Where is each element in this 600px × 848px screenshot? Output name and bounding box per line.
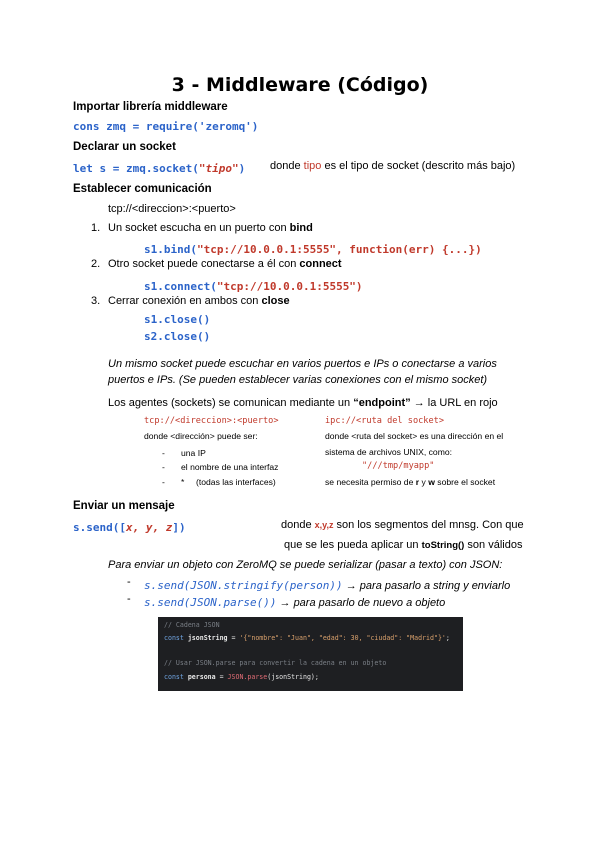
step-1-text (108, 222, 313, 234)
code-fn: JSON.parse (227, 673, 268, 681)
step-2-bold: connect (299, 258, 342, 270)
import-heading: Importar librería middleware (73, 101, 228, 113)
bind-code-b: "tcp://10.0.0.1:5555", function(err) {...}) (196, 243, 482, 256)
declare-desc-word: tipo (303, 160, 322, 172)
send-code-a: s.send([ (73, 521, 126, 534)
declare-code-prefix: let s = zmq.socket( (73, 162, 199, 175)
step-1-pre: Un socket escucha en un puerto con (108, 222, 290, 234)
step-3-bold: close (261, 295, 290, 307)
tcp-option-interface: el nombre de una interfaz (181, 462, 279, 472)
tcp-bullet-2: - (162, 462, 165, 472)
ipc-line-1: donde <ruta del socket> es una dirección en el (325, 431, 504, 441)
tcp-where: donde <dirección> puede ser: (144, 431, 258, 441)
agents-pre: Los agentes (sockets) se comunican mediante un (108, 397, 354, 409)
bind-code (144, 240, 482, 258)
address-format: tcp://<direccion>:<puerto> (108, 203, 236, 215)
note-line-2: puertos e IPs. (Se pueden establecer varias conexiones con el mismo socket) (108, 374, 488, 386)
json-bullet-1 (144, 576, 510, 594)
tcp-option-star: * (181, 477, 185, 487)
tcp-endpoint: tcp://<direccion>:<puerto> (144, 416, 279, 426)
note-line-1: Un mismo socket puede escuchar en varios puertos e IPs o conectarse a varios (108, 358, 497, 370)
ipc-perm-w: w (428, 477, 435, 487)
json-intro: Para enviar un objeto con ZeroMQ se puede serializar (pasar a texto) con JSON: (108, 559, 503, 571)
json-bullet-1-code: s.send(JSON.stringify(person)) (144, 579, 343, 592)
code-line-json-string (164, 634, 450, 642)
code-var-2: persona (187, 673, 216, 681)
send-desc-line-1 (281, 519, 524, 531)
ipc-endpoint: ipc://<ruta del socket> (325, 416, 444, 426)
ipc-example: "///tmp/myapp" (362, 461, 435, 471)
communication-heading: Establecer comunicación (73, 183, 212, 195)
step-2-number: 2. (91, 258, 101, 270)
declare-desc-pre: donde (270, 160, 304, 172)
ipc-perm-y: y (419, 477, 429, 487)
ipc-permission (325, 477, 495, 487)
json-bullet-2-text: → para pasarlo de nuevo a objeto (276, 597, 446, 609)
send-desc2-bold: toString() (421, 540, 465, 551)
json-bullet-2 (144, 593, 445, 611)
code-eq-2: = (215, 673, 228, 681)
step-1-bold: bind (289, 222, 313, 234)
tcp-bullet-1: - (162, 448, 165, 458)
agents-post: → la URL en rojo (410, 397, 498, 409)
bind-code-a: s1.bind( (144, 243, 197, 256)
step-3-pre: Cerrar conexión en ambos con (108, 295, 262, 307)
declare-desc-post: es el tipo de socket (descrito más bajo) (321, 160, 516, 172)
code-var-1: jsonString (187, 634, 228, 642)
step-3-number: 3. (91, 295, 101, 307)
step-2-pre: Otro socket puede conectarse a él con (108, 258, 300, 270)
connect-code-a: s1.connect( (144, 280, 217, 293)
declare-desc (270, 160, 515, 172)
json-bullet-2-code: s.send(JSON.parse()) (144, 596, 277, 609)
send-desc2-pre: que se les pueda aplicar un (284, 539, 422, 551)
agents-text (108, 397, 498, 409)
declare-code (73, 159, 245, 177)
page-title: 3 - Middleware (Código) (171, 74, 429, 96)
code-str-1: '{"nombre": "Juan", "edad": 30, "ciudad": "Madrid"}' (239, 634, 446, 642)
send-desc2-post: son válidos (464, 539, 523, 551)
import-code: cons zmq = require('zeromq') (73, 120, 259, 133)
send-code (73, 518, 186, 536)
code-line-parse (164, 673, 319, 681)
agents-bold: “endpoint” (353, 397, 411, 409)
ipc-line-2: sistema de archivos UNIX, como: (325, 447, 453, 457)
step-1-number: 1. (91, 222, 101, 234)
code-arg: (jsonString); (267, 673, 319, 681)
tcp-option-all: (todas las interfaces) (196, 477, 276, 487)
send-heading: Enviar un mensaje (73, 500, 175, 512)
step-2-text (108, 258, 342, 270)
declare-heading: Declarar un socket (73, 141, 176, 153)
send-desc-line-2 (284, 539, 522, 551)
code-comment-1: // Cadena JSON (164, 621, 220, 629)
close-code-1: s1.close() (144, 313, 211, 326)
json-bullet-1-text: → para pasarlo a string y enviarlo (342, 580, 511, 592)
send-desc-post: son los segmentos del mnsg. Con que (333, 519, 524, 531)
declare-code-suffix: ) (238, 162, 246, 175)
code-end-1: ; (445, 634, 450, 642)
tcp-option-ip: una IP (181, 448, 206, 458)
close-code-2: s2.close() (144, 330, 211, 343)
code-comment-2: // Usar JSON.parse para convertir la cadena en un objeto (164, 659, 387, 667)
connect-code-b: "tcp://10.0.0.1:5555") (216, 280, 363, 293)
code-eq-1: = (227, 634, 240, 642)
code-snippet-image (158, 617, 463, 691)
tcp-bullet-3: - (162, 477, 165, 487)
ipc-perm-post: sobre el socket (434, 477, 496, 487)
send-code-b: x, y, z (125, 521, 173, 534)
send-desc-pre: donde (281, 519, 315, 531)
ipc-perm-pre: se necesita permiso de (325, 477, 416, 487)
send-code-c: ]) (172, 521, 186, 534)
send-desc-xyz: x,y,z (314, 520, 334, 530)
json-bullet-1-dash: - (127, 576, 131, 588)
declare-code-arg: "tipo" (198, 162, 239, 175)
json-bullet-2-dash: - (127, 593, 131, 605)
step-3-text (108, 295, 290, 307)
code-kw-2: const (164, 673, 188, 681)
connect-code (144, 277, 363, 295)
code-kw-1: const (164, 634, 188, 642)
ipc-perm-r: r (415, 477, 420, 487)
